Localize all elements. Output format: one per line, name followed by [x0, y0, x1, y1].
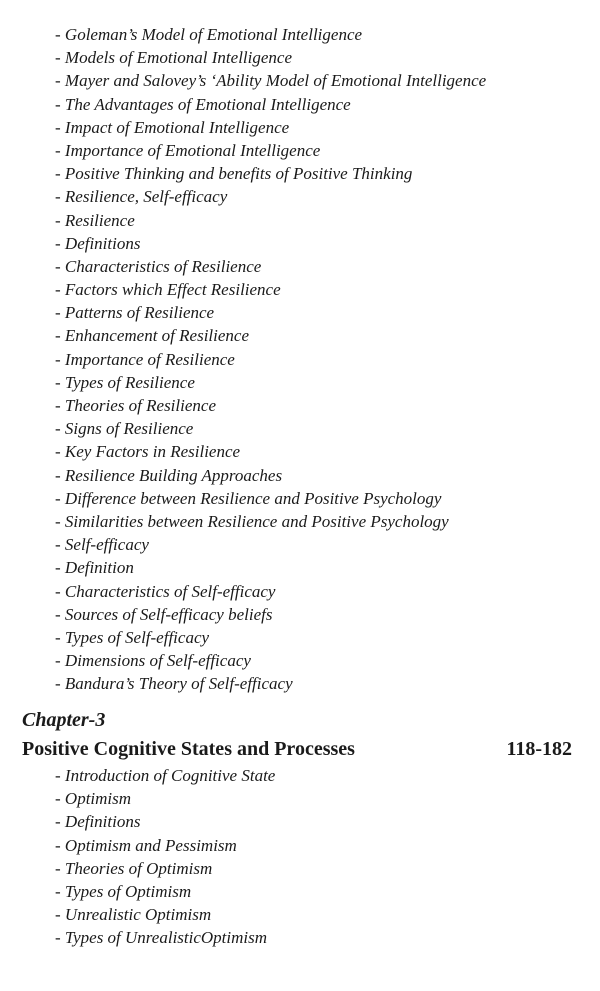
toc-entry: - Types of Resilience — [55, 372, 195, 392]
toc-entry: - Unrealistic Optimism — [55, 905, 212, 925]
toc-entry: - Optimism — [55, 789, 132, 809]
toc-entry: - Difference between Resilience and Positive Psychology — [55, 488, 442, 508]
toc-entry: - Characteristics of Self-efficacy — [55, 581, 276, 601]
toc-entry: - Models of Emotional Intelligence — [55, 48, 292, 68]
chapter-title: Positive Cognitive States and Processes — [22, 738, 355, 760]
chapter-page-range: 118-182 — [506, 738, 572, 760]
toc-entry: - Positive Thinking and benefits of Positive Thinking — [55, 164, 413, 184]
chapter-3-topic-list — [55, 764, 595, 950]
toc-entry: - Goleman’s Model of Emotional Intelligence — [55, 25, 363, 44]
chapter-2-topic-list — [55, 23, 595, 695]
toc-entry: - Enhancement of Resilience — [55, 326, 250, 346]
toc-entry: - Impact of Emotional Intelligence — [55, 117, 290, 137]
toc-entry: - Definition — [55, 558, 134, 578]
toc-entry: - Patterns of Resilience — [55, 303, 215, 323]
toc-entry: - Types of Optimism — [55, 881, 192, 901]
toc-entry: - Mayer and Salovey’s ‘Ability Model of Emotional Intelligence — [55, 71, 487, 91]
toc-entry: - Resilience Building Approaches — [55, 465, 283, 485]
toc-entry: - Dimensions of Self-efficacy — [55, 651, 251, 671]
toc-entry: - Importance of Resilience — [55, 349, 235, 369]
toc-entry: - Bandura’s Theory of Self-efficacy — [55, 674, 293, 694]
toc-entry: - Signs of Resilience — [55, 419, 194, 439]
toc-entry: - Self-efficacy — [55, 535, 149, 555]
toc-entry: - Similarities between Resilience and Positive Psychology — [55, 511, 449, 531]
toc-entry: - Resilience — [55, 210, 135, 230]
chapter-heading — [22, 736, 572, 762]
toc-entry: - Factors which Effect Resilience — [55, 280, 281, 300]
toc-entry: - Introduction of Cognitive State — [55, 766, 276, 785]
toc-entry: - Optimism and Pessimism — [55, 835, 237, 855]
toc-entry: - Theories of Optimism — [55, 858, 213, 878]
chapter-label: Chapter-3 — [22, 709, 106, 731]
toc-entry: - Types of UnrealisticOptimism — [55, 928, 268, 948]
toc-entry: - Definitions — [55, 812, 141, 832]
toc-entry: - Characteristics of Resilience — [55, 256, 262, 276]
toc-entry: - Resilience, Self-efficacy — [55, 187, 228, 207]
toc-entry: - Theories of Resilience — [55, 396, 216, 415]
toc-entry: - Types of Self-efficacy — [55, 627, 210, 647]
toc-entry: - The Advantages of Emotional Intelligence — [55, 94, 351, 114]
toc-entry: - Key Factors in Resilience — [55, 442, 241, 462]
toc-entry: - Definitions — [55, 233, 141, 253]
toc-entry: - Sources of Self-efficacy beliefs — [55, 604, 273, 624]
toc-entry: - Importance of Emotional Intelligence — [55, 140, 321, 160]
